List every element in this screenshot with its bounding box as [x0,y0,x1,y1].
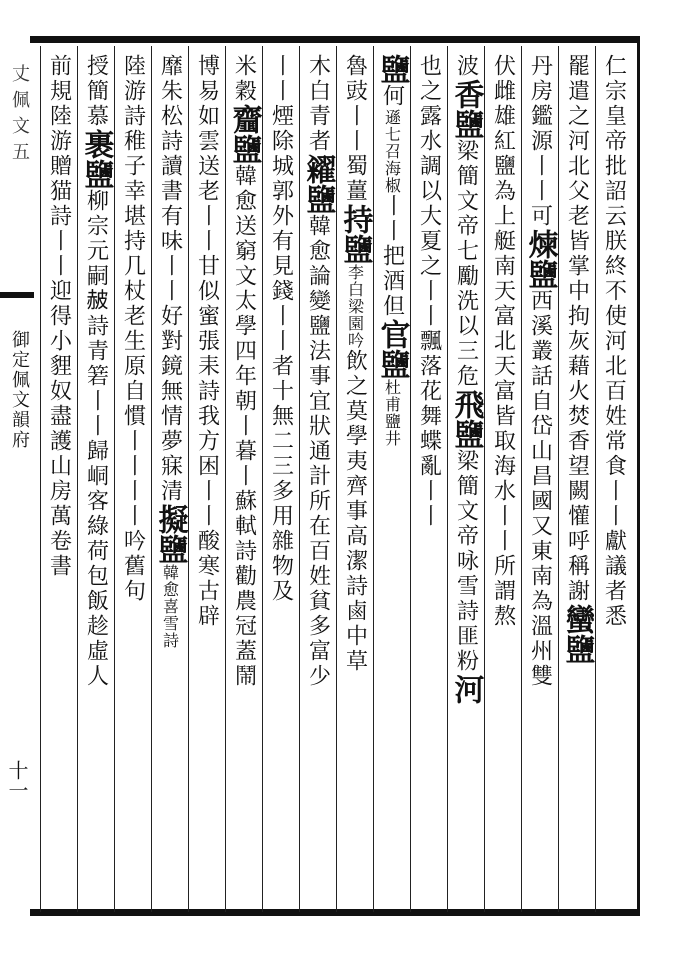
headword: 煉鹽 [522,229,558,289]
headword: 蠻鹽 [559,604,595,664]
column-text: 陸游詩稚子幸堪持几杖老生原自慣丨丨 [120,54,146,479]
column-text: 米穀 [231,54,257,104]
headword: 裹鹽 [78,129,114,189]
column-text: 伏雌雄紅鹽為上 [490,54,516,229]
column-text: 韓愈喜雪詩 [160,564,180,649]
text-column [224,54,264,904]
column-text: 丨丨煙 [268,54,294,129]
column-text: 魯豉丨丨蜀薑 [342,54,368,204]
fishtail-mark [0,292,34,298]
headword: 鹽 [374,54,410,84]
column-text: 除城郭外有見錢丨丨者十無二三多用雜物及 [268,129,294,604]
text-column [187,54,227,904]
column-text: 飲之莫學夷齊事高潔 [342,349,368,574]
column-text: 前規 [46,54,72,104]
text-column [39,54,79,904]
column-text: 詩鹵中草 [342,574,368,674]
book-title: 御定佩文韻府 [9,330,30,450]
text-column [335,54,375,904]
column-text: 西溪叢話自岱山昌國又東南為溫州雙 [527,289,553,689]
column-text: 木白青者 [305,54,331,154]
headword: 糴鹽 [300,154,336,214]
text-column [557,54,597,904]
column-text: 授簡慕 [83,54,109,129]
text-column [594,54,634,904]
column-text: 博易 [194,54,220,104]
column-text: 仁宗皇帝批詔云朕終不使河北百姓常食丨丨獻議者悉 [601,54,627,629]
column-rule [40,46,41,912]
column-text: 波 [453,54,479,79]
text-column [483,54,523,904]
column-text: 罷遣之河北父老皆掌中拘灰藉火焚香望闕懽呼稱謝 [564,54,590,604]
column-text: 韓愈論變鹽法事宜狀通計所在百姓貧多富少 [305,214,331,689]
column-text: 柳宗元嗣𧹞詩青箬丨丨歸峒客綠荷包飯趁虛人 [83,189,109,689]
column-text: 丹房鑑源丨丨可 [527,54,553,229]
column-text: 何 [379,84,405,109]
text-column [76,54,116,904]
column-text: 艇南天富北天富皆取海水丨丨所謂熬 [490,229,516,629]
column-text: 丨丨把酒但 [379,194,405,319]
text-column [409,54,449,904]
text-column [261,54,301,904]
column-text: 梁簡文帝七勵洗以三危 [453,139,479,389]
column-text: 也 [416,54,442,79]
text-column [372,54,412,904]
column-text: 梁簡文帝咏雪詩匪粉 [453,449,479,674]
column-text: 之露水調以大夏之丨丨飄落花舞蝶亂丨丨 [416,79,442,529]
text-column [150,54,190,904]
text-column [113,54,153,904]
text-column [298,54,338,904]
text-column [446,54,486,904]
headword: 齏鹽 [226,104,262,164]
column-text: 靡朱松詩讀書有味丨丨好對鏡無情夢寐清 [157,54,183,504]
headword: 持鹽 [337,204,373,264]
column-text: 韓愈送窮文太學四年朝丨暮丨蘇軾詩勸農冠蓋鬧 [231,164,257,689]
headword: 官鹽 [374,319,410,379]
column-text: 丨丨吟舊句 [120,479,146,604]
headword: 河 [448,674,484,704]
column-text: 如雲送老丨丨甘似蜜張耒詩我方困丨丨酸寒古辟 [194,104,220,629]
column-text: 陸游贈猫詩丨丨迎得小貍奴盡護山房萬卷書 [46,104,72,579]
text-column [520,54,560,904]
column-text: 杜甫鹽井 [382,379,402,447]
column-text: 李白梁園吟 [345,264,365,349]
headword: 擬鹽 [152,504,188,564]
headword: 香鹽 [448,79,484,139]
margin-fragment: 丈佩文五 [9,64,30,168]
folio-number: 十一 [5,760,29,800]
column-text: 遜七召海椒 [382,109,402,194]
headword: 飛鹽 [448,389,484,449]
